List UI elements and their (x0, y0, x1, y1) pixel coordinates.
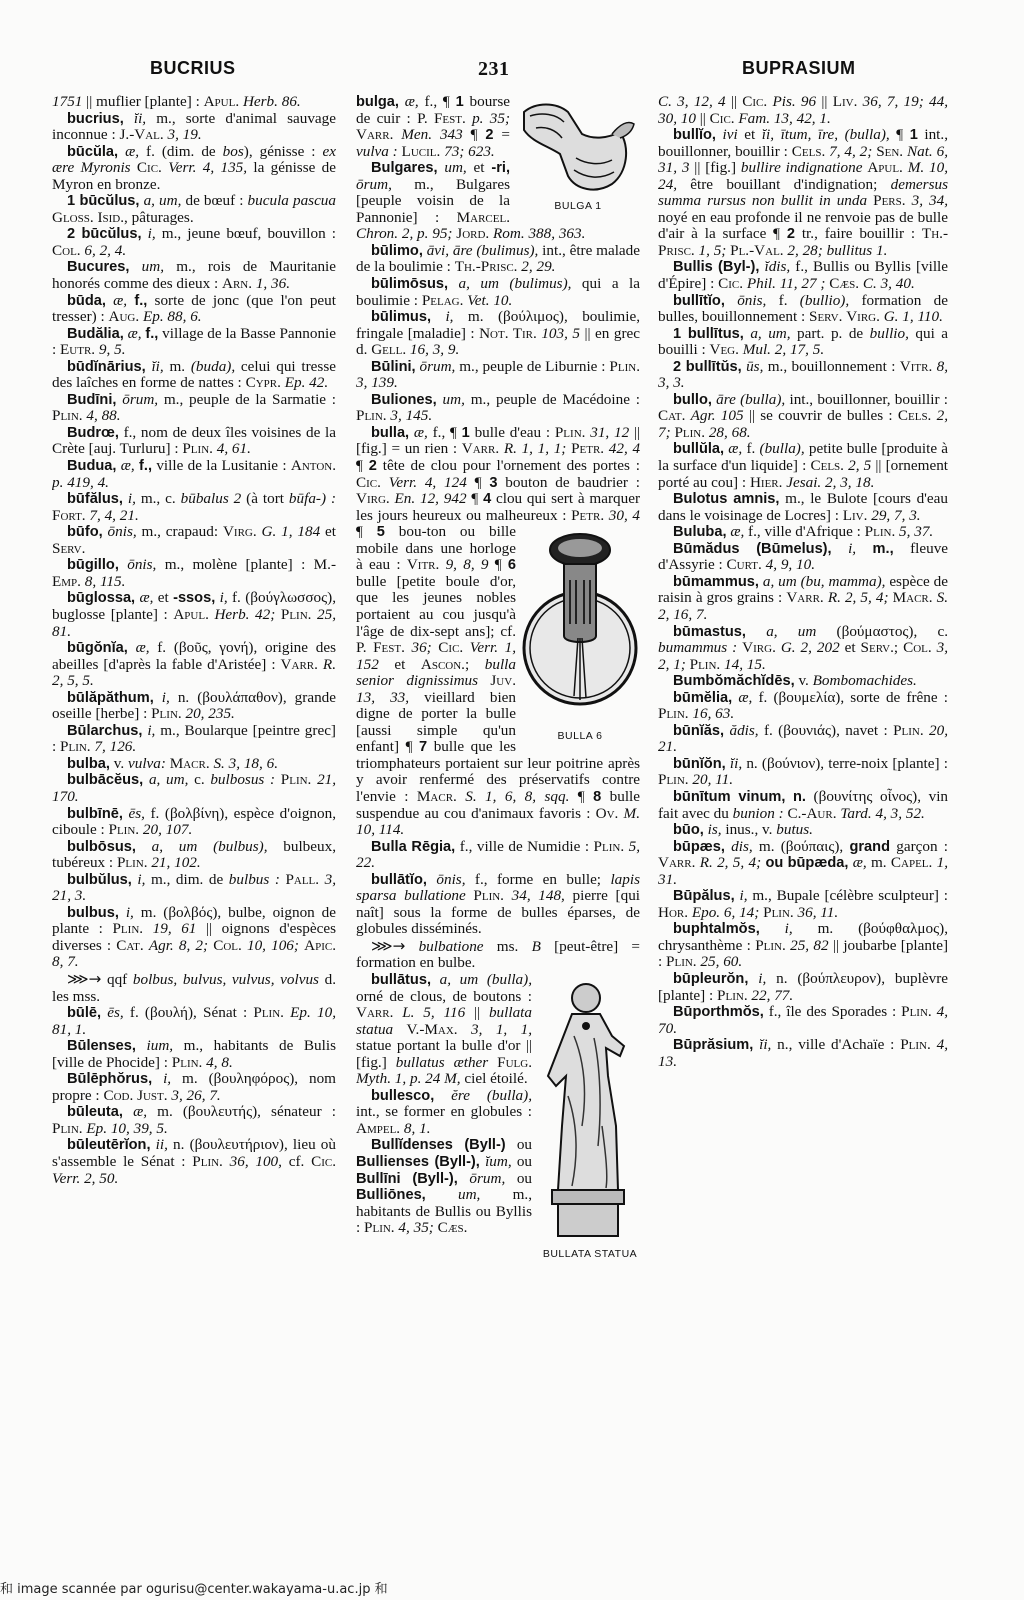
dictionary-entry: būnĭăs, ădis, f. (βουνιάς), navet : Plin. 20, 21. (658, 721, 948, 756)
dictionary-entry: Buluba, æ, f., ville d'Afrique : Plin. 5, 37. (673, 523, 934, 541)
dictionary-entry: Bullĭdenses (Byll-) ou Bullienses (Byll-), ĭum, ou Bullīni (Byll-), ōrum, ou Bulliōnes, um, m., habitants de Bullis ou Byllis : Plin. 4, 35; Cæs. (356, 1136, 533, 1237)
dictionary-entry: Budua, æ, f., ville de la Lusitanie : Anton. p. 419, 4. (52, 457, 336, 491)
dictionary-entry: Budrœ, f., nom de deux îles voisines de la Crète [auj. Turluru] : Plin. 4, 61. (52, 423, 336, 458)
dictionary-entry: būgŏnĭa, æ, f. (βοῦς, γονή), origine des abeilles [d'après la fable d'Aristée] : Varr. R. 2, 5, 5. (52, 639, 336, 690)
dictionary-entry: bucrius, ĭi, m., sorte d'animal sauvage inconnue : J.-Val. 3, 19. (52, 109, 336, 144)
dictionary-entry: būmammus, a, um (bu, mamma), espèce de raisin à gros grains : Varr. R. 2, 5, 4; Macr. S. 2, 16, 7. (658, 572, 948, 623)
dictionary-entry: būpleurŏn, i, n. (βούπλευρον), buplèvre [plante] : Plin. 22, 77. (658, 969, 948, 1004)
dictionary-entry: ⋙→ qqf bolbus, bulvus, vulvus, volvus d. les mss. (52, 969, 336, 1005)
dictionary-entry: Būlēphŏrus, i, m. (βουληφόρος), nom propre : Cod. Just. 3, 26, 7. (52, 1070, 336, 1104)
dictionary-entry: 1 būcŭlus, a, um, de bœuf : bucula pascua Gloss. Isid., pâturages. (52, 192, 336, 226)
dictionary-entry: Būlenses, ium, m., habitants de Bulis [ville de Phocide] : Plin. 4, 8. (52, 1037, 336, 1071)
dictionary-entry: buphtalmŏs, i, m. (βούφθαλμος), chrysanthème : Plin. 25, 82 || joubarbe [plante] : Plin. 25, 60. (658, 920, 948, 971)
dictionary-entry: bulbŭlus, i, m., dim. de bulbus : Pall. 3, 21, 3. (52, 870, 336, 905)
dictionary-entry: 2 bullītŭs, ūs, m., bouillonnement : Vitr. 8, 3, 3. (658, 357, 948, 392)
dictionary-entry: bullo, āre (bulla), int., bouillonner, bouillir : Cat. Agr. 105 || se couvrir de bulles : Cels. 2, 7; Plin. 28, 68. (658, 390, 948, 441)
dictionary-entry: būgillo, ōnis, m., molène [plante] : M.-Emp. 8, 115. (52, 556, 336, 590)
dictionary-entry: būo, is, inus., v. butus. (673, 821, 813, 839)
dictionary-entry: būfălus, i, m., c. būbalus 2 (à tort būfa-) : Fort. 7, 4, 21. (52, 490, 336, 524)
dictionary-entry: bulbus, i, m. (βολβός), bulbe, oignon de plante : Plin. 19, 61 || oignons d'espèces diverses : Cat. Agr. 8, 2; Col. 10, 106; Apic. 8, 7. (52, 903, 336, 971)
dictionary-entry: Būporthmŏs, f., île des Sporades : Plin. 4, 70. (658, 1003, 948, 1037)
dictionary-entry: būmĕlia, æ, f. (βουμελία), sorte de frêne : Plin. 16, 63. (658, 688, 948, 723)
dictionary-entry: būglossa, æ, et -ssos, i, f. (βούγλωσσος), buglosse [plante] : Apul. Herb. 42; Plin. 25, 81. (52, 589, 336, 640)
dictionary-entry: Būlini, ōrum, m., peuple de Liburnie : Plin. 3, 139. (356, 357, 640, 392)
column-2 (356, 94, 640, 1548)
column-3 (658, 94, 948, 1548)
dictionary-entry: būleutērĭon, ii, n. (βουλευτήριον), lieu où s'assemble le Sénat : Plin. 36, 100, cf. Cic. Verr. 2, 50. (52, 1136, 336, 1187)
dictionary-entry: bullītĭo, ōnis, f. (bullio), formation de bulles, bouillonnement : Serv. Virg. G. 1, 110. (658, 291, 948, 326)
dictionary-entry: būcŭla, æ, f. (dim. de bos), génisse : ex ære Myronis Cic. Verr. 4, 135, la génisse de Myron en bronze. (52, 142, 336, 193)
bulga-caption: BULGA 1 (554, 200, 602, 212)
page-number: 231 (478, 58, 510, 80)
dictionary-entry: Būlarchus, i, m., Boularque [peintre grec] : Plin. 7, 126. (52, 721, 336, 756)
dictionary-entry: Bulgares, um, et -ri, ōrum, m., Bulgares [peuple voisin de la Pannonie] : Marcel. Chron. 2, p. 95; Jord. Rom. 388, 363. (356, 159, 586, 243)
dictionary-entry: būpæs, dis, m. (βούπαις), grand garçon : Varr. R. 2, 5, 4; ou būpæda, æ, m. Capel. 1, 31. (658, 837, 948, 888)
dictionary-entry: būlimo, āvi, āre (bulimus), int., être malade de la boulimie : Th.-Prisc. 2, 29. (356, 241, 640, 276)
dictionary-entry: 2 būcŭlus, i, m., jeune bœuf, bouvillon : Col. 6, 2, 4. (52, 225, 336, 259)
dictionary-entry: būlē, ēs, f. (βουλή), Sénat : Plin. Ep. 10, 81, 1. (52, 1004, 336, 1038)
dictionary-entry: būdĭnārius, ĭi, m. (buda), celui qui tresse des laîches en forme de nattes : Cypr. Ep. 42. (52, 357, 336, 392)
left-guide-word: BUCRIUS (150, 58, 236, 78)
bulla-figure (520, 528, 640, 748)
right-guide-word: BUPRASIUM (742, 58, 856, 78)
dictionary-entry: bulla, æ, f., ¶ 1 bulle d'eau : Plin. 31, 12 || [fig.] = un rien : Varr. R. 1, 1, 1; Petr. 42, 4 ¶ 2 tête de clou pour l'ornement des portes : Cic. Verr. 4, 124 ¶ 3 bouton de baudrier : Virg. En. 12, 942 ¶ 4 clou qui sert à marquer les jours heureux ou malheureux : Petr. 30, 4 ¶ 5 bou- BULLA 6 ton ou bille mobile dans une horloge à eau : Vitr. 9, 8, 9 ¶ 6 bulle [petite boule d'or, que les jeunes nobles portaient au cou jusqu'à l'âge de dix-sept ans]; cf. P. Fest. 36; Cic. Verr. 1, 152 et Ascon.; bulla senior dignissimus Juv. 13, 33, vieillard bien digne de porter la bulle [aussi simple qu'un enfant] ¶ 7 bulle que les triomphateurs portaient sur leur poitrine après y avoir renfermé des préservatifs contre l'envie : Macr. S. 1, 6, 8, sqq. ¶ 8 bulle suspendue au cou d'animaux favoris : Ov. M. 10, 114. (356, 423, 640, 839)
dictionary-entry: būda, æ, f., sorte de jonc (que l'on peut tresser) : Aug. Ep. 88, 6. (52, 291, 336, 326)
dictionary-entry: Bulla Rēgia, f., ville de Numidie : Plin. 5, 22. (356, 837, 640, 872)
dictionary-entry: bulbōsus, a, um (bulbus), bulbeux, tubéreux : Plin. 21, 102. (52, 837, 336, 872)
dictionary-entry: Bucures, um, m., rois de Mauritanie honorés comme des dieux : Arn. 1, 36. (52, 258, 336, 293)
dictionary-entry: bulga, æ, f., ¶ 1 bourse de cuir : P. Fest. p. 35; Varr. Men. 343 ¶ 2 = vulva : Lucil. 73; 623. (356, 94, 511, 160)
dictionary-entry: Budīni, ōrum, m., peuple de la Sarmatie : Plin. 4, 88. (52, 390, 336, 425)
dictionary-entry: bulbācĕus, a, um, c. bulbosus : Plin. 21, 170. (52, 771, 336, 805)
dictionary-entry: būnĭŏn, ĭi, n. (βούνιον), terre-noix [plante] : Plin. 20, 11. (658, 754, 948, 789)
dictionary-entry: bullŭla, æ, f. (bulla), petite bulle [produite à la surface d'un liquide] : Cels. 2, 5 || [ornement porté au cou] : Hier. Jesai. 2, 3, 18. (658, 440, 948, 491)
dictionary-entry: bulbīnē, ēs, f. (βολβίνη), espèce d'oignon, ciboule : Plin. 20, 107. (52, 804, 336, 839)
dictionary-entry: BULLATA STATUA bullātus, a, um (bulla), orné de clous, de boutons : Varr. L. 5, 116 || bullata statua V.-Max. 3, 1, 1, statue portant la bulle d'or || [fig.] bullatus æther Fulg. Myth. 1, p. 24 M, ciel étoilé. (356, 972, 640, 1088)
bulla-illustration (520, 528, 640, 728)
dictionary-entry: Būpălus, i, m., Bupale [célèbre sculpteur] : Hor. Epo. 6, 14; Plin. 36, 11. (658, 887, 948, 921)
dictionary-entry: būlimus, i, m. (βούλιμος), boulimie, fringale [maladie] : Not. Tir. 103, 5 || en grec d. Gell. 16, 3, 9. (356, 308, 640, 359)
bulla-caption: BULLA 6 (557, 730, 603, 743)
dictionary-entry: būleuta, æ, m. (βουλευτής), sénateur : Plin. Ep. 10, 39, 5. (52, 1103, 336, 1137)
column-1 (52, 94, 336, 1548)
scan-credit: 和 image scannée par ogurisu@center.wakayama-u.ac.jp 和 (0, 1582, 388, 1597)
dictionary-entry: būfo, ōnis, m., crapaud: Virg. G. 1, 184 et Serv. (52, 523, 336, 557)
dictionary-entry: Budălia, æ, f., village de la Basse Pannonie : Eutr. 9, 5. (52, 324, 336, 359)
statua-figure (538, 976, 640, 1274)
dictionary-entry: bullesco, ĕre (bulla), int., se former en globules : Ampel. 8, 1. (356, 1086, 532, 1137)
bulga-figure (516, 94, 640, 218)
dictionary-entry: Būprăsium, ĭi, n., ville d'Achaïe : Plin. 4, 13. (658, 1036, 948, 1070)
dictionary-entry: Bullis (Byl-), ĭdis, f., Bullis ou Byllis [ville d'Épire] : Cic. Phil. 11, 27 ; Cæs. C. 3, 40. (658, 258, 948, 293)
dictionary-entry: būmastus, a, um (βούμαστος), c. bumammus : Virg. G. 2, 202 et Serv.; Col. 3, 2, 1; Plin. 14, 15. (658, 622, 948, 673)
statua-illustration (538, 976, 640, 1246)
dictionary-entry: Buliones, um, m., peuple de Macédoine : Plin. 3, 145. (356, 390, 640, 425)
dictionary-entry: 1 bullītus, a, um, part. p. de bullio, qui a bouilli : Veg. Mul. 2, 17, 5. (658, 324, 948, 359)
bulga-illustration (516, 94, 640, 198)
dictionary-entry: bullātĭo, ōnis, f., forme en bulle; lapis sparsa bullatione Plin. 34, 148, pierre [qui naît] sous la forme de bulles éparses, de globules disséminés. (356, 870, 640, 938)
dictionary-entry: C. 3, 12, 4 || Cic. Pis. 96 || Liv. 36, 7, 19; 44, 30, 10 || Cic. Fam. 13, 42, 1. (658, 94, 948, 127)
dictionary-entry: Bulotus amnis, m., le Bulote [cours d'eau dans le voisinage de Locres] : Liv. 29, 7, 3. (658, 490, 948, 524)
dictionary-entry: būnītum vinum, n. (βουνίτης οἶνος), vin fait avec du bunion : C.-Aur. Tard. 4, 3, 52. (658, 787, 948, 822)
dictionary-entry: bullĭo, ivi et ĭi, ītum, īre, (bulla), ¶ 1 int., bouillonner, bouillir : Cels. 7, 4, 2; Sen. Nat. 6, 31, 3 || [fig.] bullire indignatione Apul. M. 10, 24, être bouillant d'indignation; demersus summa rursus non bullit in unda Pers. 3, 34, noyé en eau profonde il ne renvoie pas de bulle d'air à la surface ¶ 2 tr., faire bouillir : Th.-Prisc. 1, 5; Pl.-Val. 2, 28; bullitus 1. (658, 126, 948, 259)
dictionary-entry: Bumbŏmăchĭdēs, v. Bombomachides. (673, 672, 917, 690)
dictionary-entry: būlimōsus, a, um (bulimus), qui a la boulimie : Pelag. Vet. 10. (356, 275, 640, 309)
dictionary-entry: Būmădus (Būmelus), i, m., fleuve d'Assyrie : Curt. 4, 9, 10. (658, 539, 948, 574)
dictionary-entry: 1751 || muflier [plante] : Apul. Herb. 86. (52, 94, 301, 110)
statua-caption: BULLATA STATUA (542, 1247, 638, 1260)
dictionary-entry: būlăpăthum, i, n. (βουλάπαθον), grande oseille [herbe] : Plin. 20, 235. (52, 688, 336, 723)
dictionary-entry: ⋙→ bulbatione ms. B [peut-être] = formation en bulbe. (356, 936, 640, 972)
dictionary-entry: bulba, v. vulva: Macr. S. 3, 18, 6. (67, 754, 278, 772)
